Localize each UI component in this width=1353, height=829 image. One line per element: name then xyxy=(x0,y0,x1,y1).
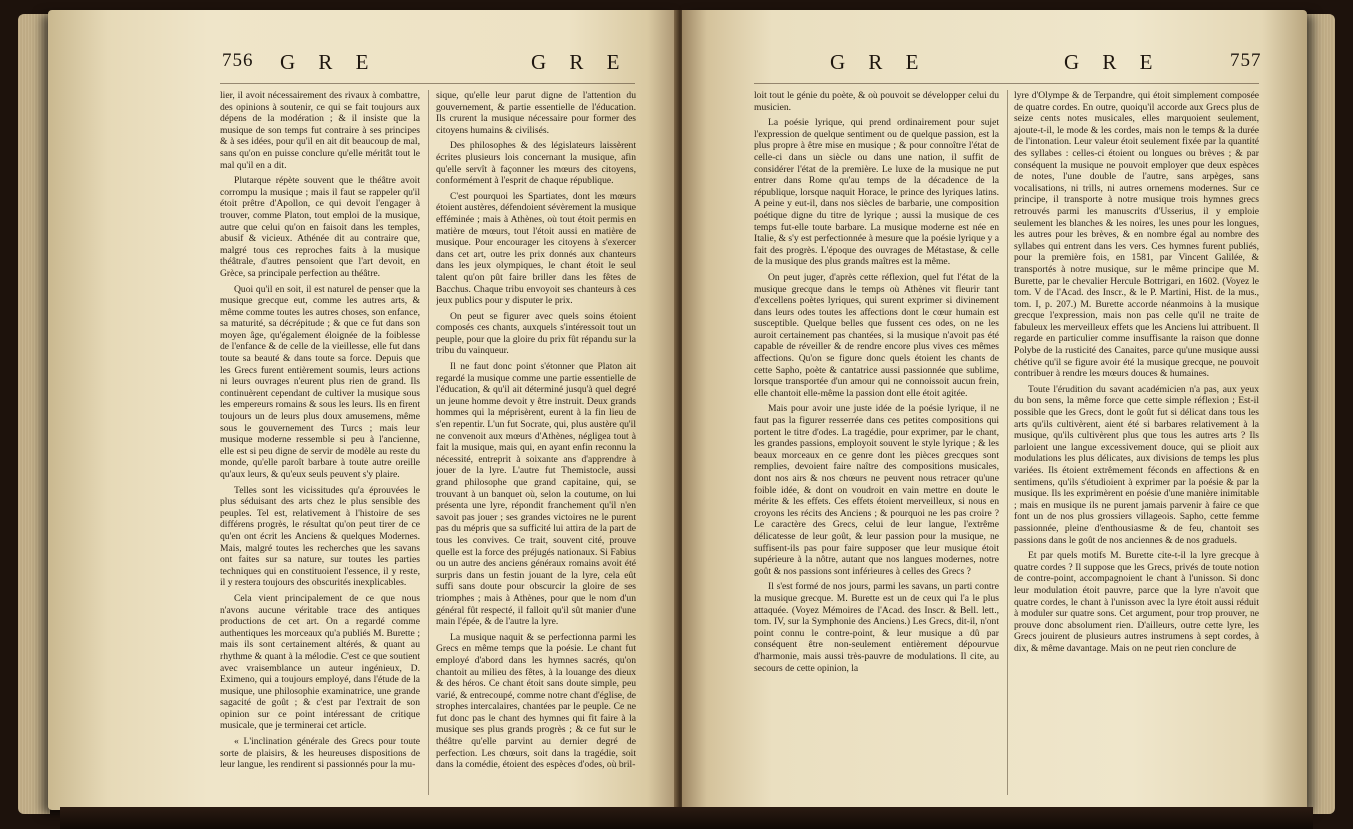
paragraph: Des philosophes & des législateurs laissèrent écrites plusieurs lois concernant la musique, afin qu'elle servît à façonner les mœurs des citoyens, conformément à l'esprit de chaque république. xyxy=(436,140,636,187)
table-shadow xyxy=(60,807,1313,829)
paragraph: « L'inclination générale des Grecs pour toute sorte de plaisirs, & les heureuses dispositions de leur langue, les rendirent si passionnés pour la mu- xyxy=(220,736,420,771)
paragraph: Quoi qu'il en soit, il est naturel de penser que la musique grecque eut, comme les autres arts, & même comme toutes les autres choses, son enfance, sa maturité, sa décrépitude ; & que ce fut dans son moyen âge, qu'également éloignée de la foiblesse de l'enfance & de celle de la vieillesse, elle fut dans toute sa beauté & dans toute sa force. Depuis que les Grecs furent entièrement soumis, leurs actions ni leurs ouvrages n'eurent plus rien de grand. Ils continuèrent cependant de cultiver la musique sous les empereurs romains & sous les leurs. Ils en firent toujours un de leurs plus doux amusemens, même sous le gouvernement des Turcs ; mais leur musique moderne ressemble si peu à l'ancienne, elle est si peu digne de servir de modèle au reste du monde, qu'elle paroît barbare à toute autre oreille qu'aux leurs, & qu'eux seuls peuvent s'y plaire. xyxy=(220,283,420,480)
header-rule xyxy=(220,83,635,84)
paragraph: Et par quels motifs M. Burette cite-t-il la lyre grecque à quatre cordes ? Il suppose que les Grecs, privés de toute notion de contre-point, accompagnoient le chant à l'unisson. Si donc leur modulation étoit pauvre, parce que la lyre n'avoit que quatre cordes, le chant à l'unisson avec la lyre étoit aussi réduit à moduler sur quatre sons. Cet argument, pour trop prouver, ne prouve donc absolument rien. D'ailleurs, outre cette lyre, les Grecs jouirent de plusieurs autres instrumens à sept cordes, à dix, & même davantage. Mais on ne peut rien conclure de xyxy=(1014,550,1259,654)
page-number: 757 xyxy=(1230,50,1262,71)
text-column-2 xyxy=(436,90,636,800)
paragraph: Telles sont les vicissitudes qu'a éprouvées le plus séduisant des arts chez le plus sensible des peuples. Tel est, relativement à l'histoire de ses différens progrès, le résultat qu'on peut tirer de ce qu'en ont écrit les Anciens & quelques Modernes. Mais, malgré toutes les recherches que les savans ont faites sur sa nature, sur toutes les parties techniques qui en constituoient l'essence, il y reste, il y restera toujours des obscurités inexplicables. xyxy=(220,484,420,589)
paragraph: Il ne faut donc point s'étonner que Platon ait regardé la musique comme une partie essentielle de l'éducation, & qu'il ait déterminé jusqu'à quel degré un jeune homme devoit y être instruit. Deux grands hommes qui la méprisèrent, eurent à la fin lieu de s'en repentir. L'un fut Socrate, qui, plus austère qu'il ne convenoit aux mœurs d'Athènes, négligea tout à fait la musique, mais qui, en ayant enfin reconnu la nécessité, entreprit à soixante ans d'apprendre à jouer de la lyre. L'autre fut Themistocle, aussi grand philosophe que grand capitaine, qui, se trouvant à un banquet où, selon la coutume, on lui présenta une lyre, répondit franchement qu'il n'en savoit pas jouer ; ses grandes victoires ne le purent pas du mépris que sa sufficité lui attira de la part de tous les convives. Ce trait, souvent cité, prouve quelle est la force des préjugés nationaux. Si Fabius ou un autre des anciens généraux romains avoit été surpris dans un festin jouant de la lyre, cela eût suffi sans doute pour obscurcir la gloire de ses triomphes ; mais à Athènes, pour que le nom d'un général fût respecté, il falloit qu'il sût manier d'une main l'épée, & de l'autre la lyre. xyxy=(436,361,636,628)
running-head-right: G R E xyxy=(531,50,629,74)
paragraph: Cela vient principalement de ce que nous n'avons aucune véritable trace des antiques productions de cet art. On a regardé comme authentiques les morceaux qu'a publiés M. Burette ; mais ils sont certainement altérés, & quant au rhythme & quant à la mélodie. C'est ce que soutient avec vraisemblance un auteur ingénieux, D. Eximeno, qui a toujours employé, dans l'étude de la musique, une philosophie examinatrice, une grande sagacité de goût ; & c'est par l'extrait de son opinion sur ce point intéressant de critique musicale, que je terminerai cet article. xyxy=(220,592,420,732)
right-page-edges xyxy=(1305,14,1335,814)
running-head-left: G R E xyxy=(280,50,378,74)
right-page xyxy=(682,10,1307,810)
paragraph: On peut se figurer avec quels soins étoient composés ces chants, auxquels s'intéressoit tout un peuple, pour que la gloire du prix fût répandu sur la tribu du vainqueur. xyxy=(436,310,636,357)
header-rule xyxy=(754,83,1259,84)
left-page-edges xyxy=(18,14,50,814)
column-rule xyxy=(428,90,429,795)
running-head-left: G R E xyxy=(830,50,928,74)
paragraph: loit tout le génie du poète, & où pouvoit se développer celui du musicien. xyxy=(754,90,999,113)
right-page-header xyxy=(682,50,1307,86)
left-page-header xyxy=(48,50,678,86)
column-rule xyxy=(1007,90,1008,795)
paragraph: sique, qu'elle leur parut digne de l'attention du gouvernement, & partie essentielle de l'éducation. Ils crurent la musique nécessaire pour former des citoyens humains & civilisés. xyxy=(436,90,636,136)
paragraph: Plutarque répète souvent que le théâtre avoit corrompu la musique ; mais il faut se rappeler qu'il étoit prêtre d'Apollon, ce qui devoit l'engager à trouver, comme Platon, tout emploi de la musique, autre que celui qu'on en faisoit dans les temples, abusif & vicieux. Athénée dit au contraire que, malgré tous ces reproches faits à la musique théâtrale, d'autres pensoient que l'art devoit, en Grèce, sa principale perfection au théâtre. xyxy=(220,175,420,279)
page-number: 756 xyxy=(222,50,254,71)
paragraph: Mais pour avoir une juste idée de la poésie lyrique, il ne faut pas la figurer resserrée dans ces petites compositions qui portent le titre d'odes. La tragédie, pour exprimer, par le chant, les grandes passions, employoit souvent le style lyrique ; & les beaux morceaux en ce genre dont les pièces grecques sont remplies, devoient faire naître des compositions musicales, dont nos airs & nos chœurs ne peuvent nous retracer qu'une foible idée, & dont on voudroit en vain mettre en doute le mérite & les effets. Ces effets étoient merveilleux, si nous en croyons les récits des Anciens ; & pourquoi ne les pas croire ? Le caractère des Grecs, celui de leur langue, l'extrême délicatesse de leur goût, & leur passion pour la musique, ne suffisent-ils pas pour faire supposer que leur musique étoit supérieure à la nôtre, autant que nos langues modernes, notre goût & nos passions sont inférieures à celles des Grecs ? xyxy=(754,403,999,577)
text-column-1 xyxy=(754,90,999,800)
paragraph: Il s'est formé de nos jours, parmi les savans, un parti contre la musique grecque. M. Burette est un de ceux qui l'a le plus attaquée. (Voyez Mémoires de l'Acad. des Inscr. & Bell. lett., tom. IV, sur la Symphonie des Anciens.) Les Grecs, dit-il, n'ont point connu le contre-point, & leur musique a dû par conséquent être non-seulement entièrement dépourvue d'harmonie, mais aussi très-pauvre de modulations. Il cite, au secours de cette opinion, la xyxy=(754,581,999,674)
paragraph: On peut juger, d'après cette réflexion, quel fut l'état de la musique grecque dans le temps où Athènes vit fleurir tant d'excellens poètes lyriques, qui surent exprimer si divinement dans leurs odes toutes les affections dont le cœur humain est susceptible. Quelque belles que fussent ces odes, on ne les auroit certainement pas chantées, si la musique n'avoit pas été capable de réveiller & de rendre encore plus vives ces mêmes affections. Qu'on se figure donc quels étoient les chants de cette Sapho, poète & cantatrice aussi passionnée que sublime, lorsque transportée d'un amour qui ne connoissoit aucun frein, elle chantoit elle-même la passion dont elle étoit agitée. xyxy=(754,271,999,399)
text-column-2 xyxy=(1014,90,1259,800)
paragraph: lier, il avoit nécessairement des rivaux à combattre, des opinions à soutenir, ce qui se fait toujours aux dépens de la modération ; & il insiste que la musique de son temps fut contraire à ses principes & à ses idées, pour qu'il en ait dit beaucoup de mal, sans qu'on en puisse conclure qu'elle méritât tout le mal qu'il en a dit. xyxy=(220,90,420,171)
left-page xyxy=(48,10,678,810)
paragraph: Toute l'érudition du savant académicien n'a pas, aux yeux du bon sens, la même force que cette simple réflexion ; Est-il possible que les Grecs, dont le goût fut si délicat dans tous les arts qu'ils cultivèrent, aient été si barbares relativement à la musique, qu'ils cultivèrent plus que tous les autres arts ? Ils parloient une langue excessivement douce, qui se plioit aux modulations les plus délicates, aux divisions de temps les plus variées. Ils étoient extrêmement féconds en affections & en sentimens, qu'ils s'étudioient à exprimer par la poésie & par la musique. Ils les exprimèrent en poésie d'une manière inimitable ; mais en musique ils ne purent jamais parvenir à faire ce que font un de nos plus grossiers villageois. Sapho, cette femme passionnée, pleine d'enthousiasme & de feu, chantoit ses passions dans le goût de nos anciennes & de nos graduels. xyxy=(1014,383,1259,546)
paragraph: lyre d'Olympe & de Terpandre, qui étoit simplement composée de quatre cordes. En outre, quoiqu'il accorde aux Grecs plus de seize cents notes musicales, elles marquoient seulement, ajoute-t-il, le mode & les cordes, mais non le temps & la durée de l'intonation. Leur valeur étoit seulement fixée par la quantité des syllabes : celles-ci étoient ou longues ou brèves ; & par conséquent la musique ne pouvoit employer que deux espèces de notes, l'une double de l'autre, sans arpèges, sans vocalisations, ni trills, ni autres ornemens modernes. Sur ce principe, il transporte à notre musique trois hymnes grecs retrouvés parmi les manuscrits d'Usserius, il y emploie seulement les blanches & les noires, les unes pour les longues, les autres pour les brèves, & en nombre égal au nombre des syllabes qui entrent dans les vers. Ces hymnes furent publiés, pour la première fois, en 1581, par Vincent Galilée, & transportés à notre musique, sur le même principe que M. Burette, par le chevalier Hercule Bottrigari, en 1602. (Voyez le tom. V de l'Acad. des Inscr., & le P. Martini, Hist. de la mus., tom. I, p. 207.) M. Burette accorde néanmoins à la musique grecque l'expression, mais non pas celle qu'il ne traite de fabuleux les merveilleux effets que les Anciens lui attribuent. Il regarde en particulier comme insuffisante la raison que donne Polybe de la rusticité des Canaites, parce qu'une musique aussi chétive qu'il se figure avoir été la musique grecque, ne pouvoit contribuer à rendre les mœurs douces & humaines. xyxy=(1014,90,1259,380)
paragraph: La musique naquit & se perfectionna parmi les Grecs en même temps que la poésie. Le chant fut employé d'abord dans les hymnes sacrés, qu'on chantoit au milieu des fêtes, à la louange des dieux & des héros. Ce chant étoit sans doute simple, peu varié, & entrecoupé, comme notre chant d'église, de strophes intercalaires, chantées par le peuple. Ce ne fut donc pas le chant des hymnes qui fit faire à la musique ses plus grands progrès ; & ce fut sur le théâtre qu'elle parvint au dernier degré de perfection. Les chœurs, soit dans la tragédie, soit dans la comédie, étoient des espèces d'odes, où bril- xyxy=(436,631,636,771)
paragraph: La poésie lyrique, qui prend ordinairement pour sujet l'expression de quelque sentiment ou de quelque passion, est la plus propre à être mise en musique ; & pour connoître l'état de celle-ci dans un siècle ou dans une nation, il suffit de considérer l'état de la première. Le luxe de la musique ne put entrer dans Rome qu'au temps de la décadence de la république, lorsque naquit Horace, le prince des lyriques latins. A peine y eut-il, dans nos siècles de barbarie, une composition poétique digne du titre de lyrique ; aussi la musique de ces temps fut-elle toute barbare. La musique moderne est née en Italie, & s'y est perfectionnée à mesure que la poésie lyrique y a fait des progrès. L'époque des ouvrages de Métastase, & celle de la musique des plus grands maîtres est la même. xyxy=(754,117,999,268)
text-column-1 xyxy=(220,90,420,800)
paragraph: C'est pourquoi les Spartiates, dont les mœurs étoient austères, défendoient sévèrement la musique efféminée ; mais à Athènes, où tout étoit permis en matière de mœurs, tout l'étoit aussi en matière de musique. Pour encourager les citoyens à s'exercer dans cet art, outre les prix donnés aux chanteurs dans les jeux olympiques, le chant étoit le seul talent qu'on pût faire briller dans les fêtes de Bacchus. Chaque tribu envoyoit ses chanteurs à ces jeux publics pour y disputer le prix. xyxy=(436,190,636,307)
running-head-right: G R E xyxy=(1064,50,1162,74)
